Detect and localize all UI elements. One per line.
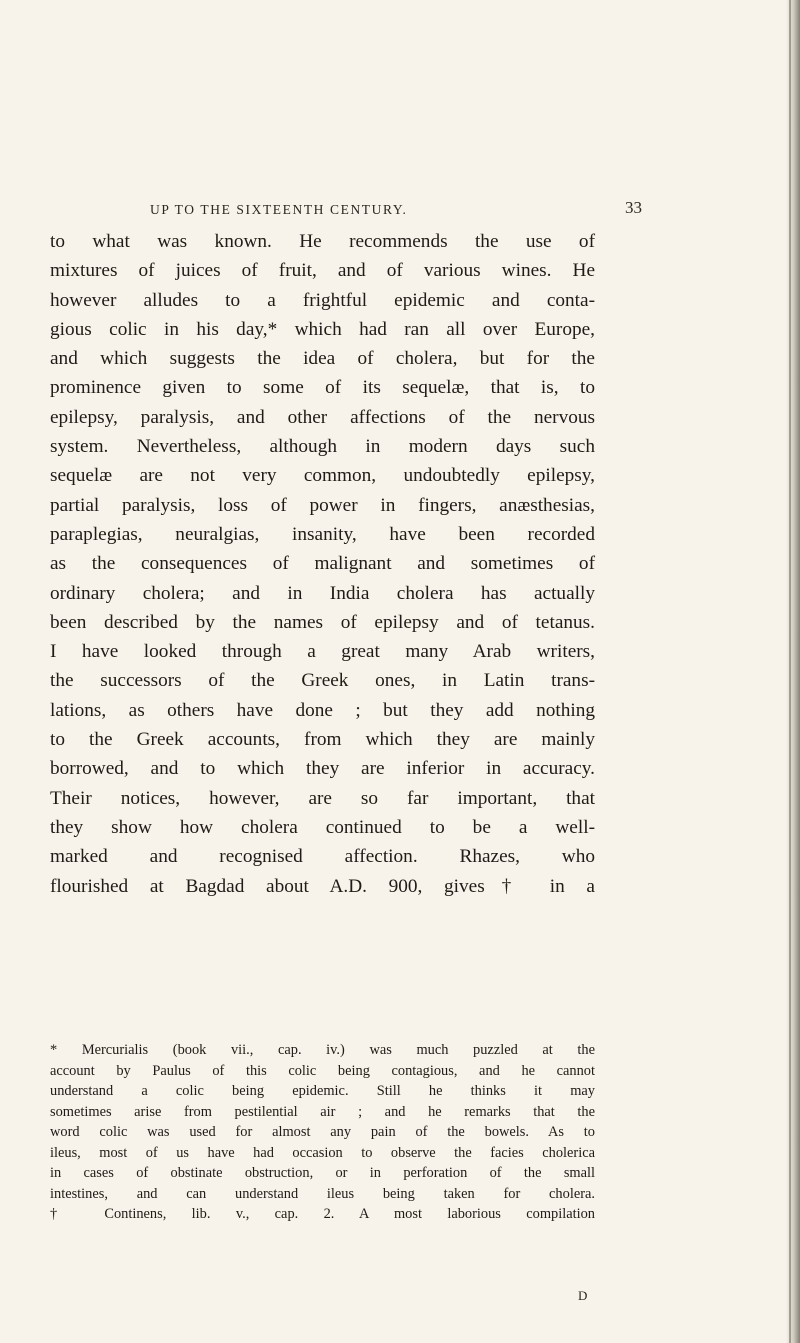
page-edge-line — [789, 0, 791, 1343]
footnote-line: † Continens, lib. v., cap. 2. A most laborious compilation — [50, 1206, 595, 1222]
page-number: 33 — [625, 198, 642, 217]
footnotes — [50, 1040, 595, 1225]
body-line: system. Nevertheless, although in modern days such — [50, 436, 595, 458]
footnote-line: sometimes arise from pestilential air ; and he remarks that the — [50, 1103, 595, 1120]
body-line: borrowed, and to which they are inferior in accuracy. — [50, 758, 595, 780]
body-line: however alludes to a frightful epidemic and conta- — [50, 289, 595, 311]
body-line: and which suggests the idea of cholera, but for the — [50, 348, 595, 370]
body-line: they show how cholera continued to be a well- — [50, 816, 595, 838]
body-line: partial paralysis, loss of power in fingers, anæsthesias, — [50, 494, 595, 516]
footnote-line: account by Paulus of this colic being contagious, and he cannot — [50, 1062, 595, 1079]
running-head: UP TO THE SIXTEENTH CENTURY. — [150, 202, 408, 217]
body-line: mixtures of juices of fruit, and of various wines. He — [50, 260, 595, 282]
body-line: I have looked through a great many Arab writers, — [50, 641, 595, 663]
footnote-line: in cases of obstinate obstruction, or in perforation of the small — [50, 1165, 595, 1181]
signature-mark: D — [578, 1288, 588, 1303]
body-line: flourished at Bagdad about A.D. 900, gives† in a — [50, 875, 595, 897]
body-line: as the consequences of malignant and sometimes of — [50, 553, 595, 575]
body-line: been described by the names of epilepsy and of tetanus. — [50, 611, 595, 633]
body-line: gious colic in his day,* which had ran all over Europe, — [50, 318, 595, 340]
body-line: sequelæ are not very common, undoubtedly epilepsy, — [50, 465, 595, 487]
body-text — [50, 227, 595, 901]
page-header — [150, 198, 642, 222]
footnote-line: understand a colic being epidemic. Still he thinks it may — [50, 1083, 595, 1099]
body-line: ordinary cholera; and in India cholera has actually — [50, 582, 595, 604]
body-line: to what was known. He recommends the use of — [50, 231, 595, 252]
body-line: Their notices, however, are so far important, that — [50, 787, 595, 809]
body-line: lations, as others have done ; but they add nothing — [50, 699, 595, 721]
body-line: paraplegias, neuralgias, insanity, have been recorded — [50, 523, 595, 545]
footnote-line: ileus, most of us have had occasion to observe the facies cholerica — [50, 1144, 595, 1161]
footnote-line: word colic was used for almost any pain of the bowels. As to — [50, 1124, 595, 1140]
body-line: to the Greek accounts, from which they are mainly — [50, 729, 595, 751]
body-line: the successors of the Greek ones, in Latin trans- — [50, 670, 595, 692]
footnote-line: * Mercurialis (book vii., cap. iv.) was much puzzled at the — [50, 1042, 595, 1058]
body-line: prominence given to some of its sequelæ, that is, to — [50, 377, 595, 399]
footnote-line: intestines, and can understand ileus being taken for cholera. — [50, 1185, 595, 1202]
body-line: marked and recognised affection. Rhazes, who — [50, 846, 595, 868]
body-line: epilepsy, paralysis, and other affections of the nervous — [50, 406, 595, 428]
